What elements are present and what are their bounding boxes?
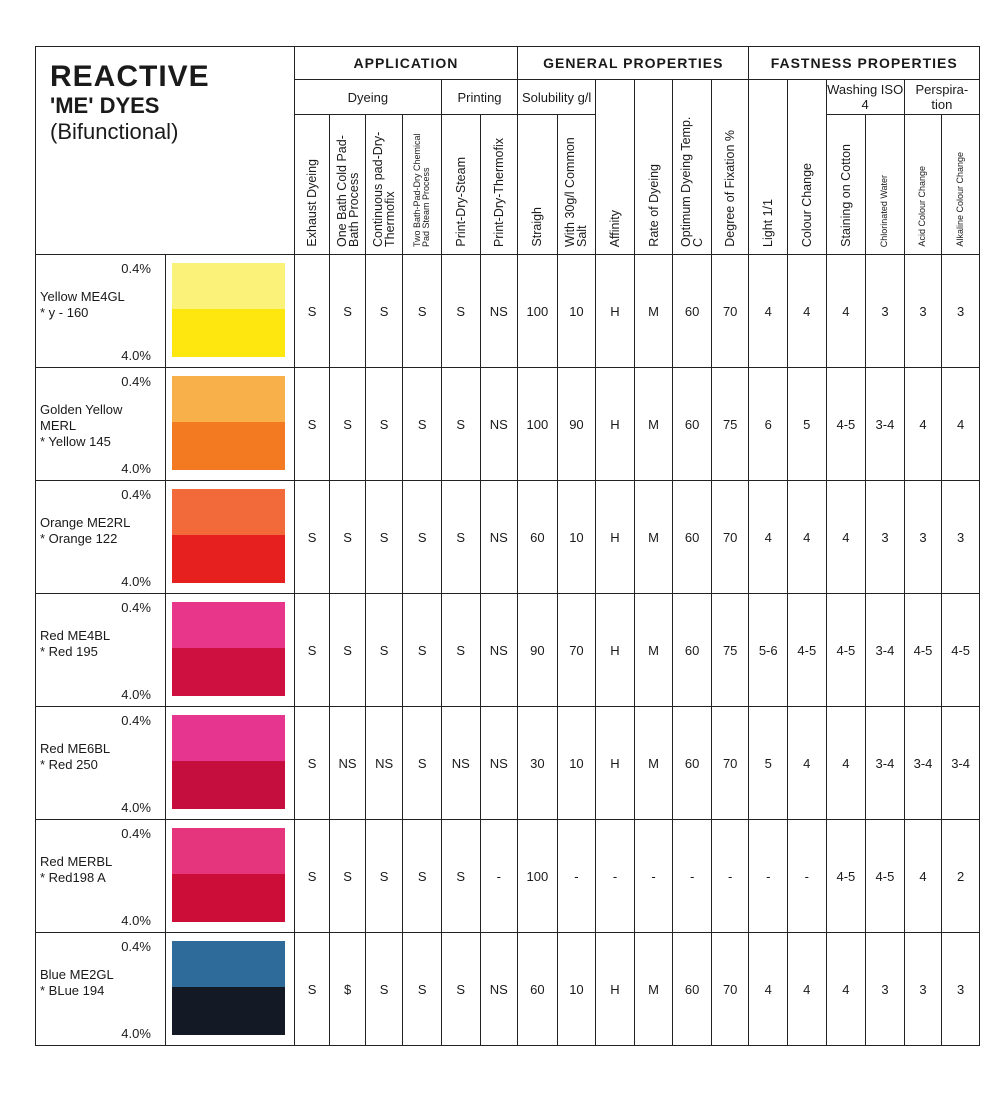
value-cell: 4-5 <box>788 594 827 707</box>
value-cell: 5 <box>749 707 788 820</box>
value-cell: - <box>596 820 635 933</box>
value-cell: 10 <box>557 255 596 368</box>
col-with-salt: With 30g/l Common Salt <box>563 137 590 247</box>
dye-properties-table <box>35 46 980 1046</box>
value-cell: S <box>441 594 480 707</box>
value-cell: 4 <box>904 368 942 481</box>
swatch-light <box>172 376 285 422</box>
dye-ci-number: * Red198 A <box>40 870 106 885</box>
col-print-steam: Print-Dry-Steam <box>453 157 468 247</box>
value-cell: S <box>294 481 330 594</box>
dye-ci-number: * Red 250 <box>40 757 98 772</box>
value-cell: 3 <box>904 481 942 594</box>
value-cell: 3 <box>904 255 942 368</box>
table-row <box>36 255 980 368</box>
value-cell: NS <box>441 707 480 820</box>
value-cell: 3-4 <box>904 707 942 820</box>
swatch-dark <box>172 874 285 922</box>
dye-name: Red ME4BL <box>40 628 111 643</box>
col-chlorinated: Chlorinated Water <box>879 174 890 247</box>
dye-ci-number: * Yellow 145 <box>40 434 111 449</box>
value-cell: - <box>788 820 827 933</box>
swatch-light <box>172 715 285 761</box>
value-cell: 60 <box>673 933 712 1046</box>
swatch-cell <box>165 707 294 820</box>
subgroup-perspiration: Perspira- tion <box>904 80 979 115</box>
dye-ci-number: * Red 195 <box>40 644 98 659</box>
value-cell: S <box>403 255 442 368</box>
value-cell: 90 <box>557 368 596 481</box>
pct-high-label: 4.0% <box>121 687 151 702</box>
pct-high-label: 4.0% <box>121 348 151 363</box>
value-cell: 3 <box>942 255 980 368</box>
title-line1: REACTIVE <box>50 60 210 93</box>
value-cell: 4 <box>788 707 827 820</box>
pct-low-label: 0.4% <box>121 600 151 615</box>
swatch-light <box>172 941 285 987</box>
value-cell: 4 <box>826 255 866 368</box>
value-cell: S <box>403 820 442 933</box>
value-cell: S <box>403 481 442 594</box>
value-cell: 3 <box>942 481 980 594</box>
table-row <box>36 481 980 594</box>
value-cell: 60 <box>673 368 712 481</box>
value-cell: 70 <box>711 255 749 368</box>
value-cell: 60 <box>673 707 712 820</box>
dye-label <box>40 854 150 886</box>
swatch-light <box>172 489 285 535</box>
table-row <box>36 368 980 481</box>
value-cell: 4-5 <box>942 594 980 707</box>
dye-ci-number: * Orange 122 <box>40 531 118 546</box>
value-cell: - <box>557 820 596 933</box>
value-cell: S <box>294 933 330 1046</box>
value-cell: NS <box>365 707 403 820</box>
value-cell: M <box>634 933 673 1046</box>
dye-label <box>40 967 150 999</box>
value-cell: 10 <box>557 933 596 1046</box>
value-cell: H <box>596 707 635 820</box>
swatch-dark <box>172 761 285 809</box>
pct-high-label: 4.0% <box>121 913 151 928</box>
value-cell: S <box>294 594 330 707</box>
value-cell: S <box>330 481 366 594</box>
value-cell: 3-4 <box>866 594 905 707</box>
col-acid: Acid Colour Change <box>917 166 928 247</box>
value-cell: 4 <box>788 933 827 1046</box>
value-cell: S <box>403 933 442 1046</box>
col-exhaust: Exhaust Dyeing <box>305 159 320 247</box>
value-cell: 60 <box>673 481 712 594</box>
value-cell: - <box>749 820 788 933</box>
swatch-cell <box>165 255 294 368</box>
value-cell: - <box>673 820 712 933</box>
value-cell: 6 <box>749 368 788 481</box>
pct-high-label: 4.0% <box>121 1026 151 1041</box>
value-cell: M <box>634 707 673 820</box>
value-cell: 75 <box>711 368 749 481</box>
dye-name-cell <box>36 368 166 481</box>
pct-low-label: 0.4% <box>121 374 151 389</box>
dye-label <box>40 741 150 773</box>
col-light: Light 1/1 <box>761 199 776 247</box>
value-cell: 3-4 <box>942 707 980 820</box>
value-cell: NS <box>330 707 366 820</box>
pct-low-label: 0.4% <box>121 826 151 841</box>
dye-ci-number: * y - 160 <box>40 305 89 320</box>
dye-name: Yellow ME4GL <box>40 289 125 304</box>
dye-name-cell <box>36 594 166 707</box>
value-cell: 4-5 <box>826 594 866 707</box>
value-cell: S <box>294 707 330 820</box>
value-cell: 4 <box>942 368 980 481</box>
col-affinity: Affinity <box>607 209 622 247</box>
dye-name-cell <box>36 255 166 368</box>
table-row <box>36 820 980 933</box>
value-cell: 70 <box>711 707 749 820</box>
value-cell: - <box>634 820 673 933</box>
value-cell: S <box>441 255 480 368</box>
value-cell: 3 <box>866 255 905 368</box>
value-cell: - <box>480 820 518 933</box>
col-print-thermofix: Print-Dry-Thermofix <box>491 137 506 247</box>
value-cell: S <box>365 368 403 481</box>
value-cell: 100 <box>518 255 558 368</box>
dye-name: Orange ME2RL <box>40 515 131 530</box>
swatch-cell <box>165 481 294 594</box>
value-cell: 4-5 <box>826 820 866 933</box>
value-cell: H <box>596 255 635 368</box>
dye-name-cell <box>36 707 166 820</box>
value-cell: 5 <box>788 368 827 481</box>
col-temp: Optimum Dyeing Temp. C <box>679 116 706 247</box>
value-cell: NS <box>480 707 518 820</box>
group-general: GENERAL PROPERTIES <box>518 47 749 80</box>
value-cell: 5-6 <box>749 594 788 707</box>
value-cell: NS <box>480 933 518 1046</box>
dye-name-cell <box>36 820 166 933</box>
group-application: APPLICATION <box>294 47 517 80</box>
value-cell: S <box>294 368 330 481</box>
dye-rows <box>36 255 980 1046</box>
value-cell: S <box>365 820 403 933</box>
col-fixation: Degree of Fixation % <box>723 130 738 247</box>
value-cell: 4-5 <box>826 368 866 481</box>
value-cell: 4 <box>749 481 788 594</box>
value-cell: 3 <box>866 933 905 1046</box>
value-cell: 4 <box>904 820 942 933</box>
swatch-cell <box>165 820 294 933</box>
swatch-dark <box>172 535 285 583</box>
value-cell: 4 <box>788 481 827 594</box>
dye-name: Red ME6BL <box>40 741 111 756</box>
value-cell: H <box>596 594 635 707</box>
value-cell: 4 <box>826 481 866 594</box>
sheet-title <box>36 47 295 255</box>
swatch-dark <box>172 987 285 1035</box>
dye-name-cell <box>36 481 166 594</box>
value-cell: S <box>441 481 480 594</box>
dye-properties-sheet <box>35 46 980 1046</box>
value-cell: NS <box>480 594 518 707</box>
dye-name: Red MERBL <box>40 854 113 869</box>
value-cell: 3-4 <box>866 707 905 820</box>
value-cell: 4 <box>749 933 788 1046</box>
dye-name: Golden Yellow MERL <box>40 402 123 433</box>
swatch-light <box>172 602 285 648</box>
value-cell: S <box>365 933 403 1046</box>
subgroup-solubility: Solubility g/l <box>518 80 596 115</box>
pct-high-label: 4.0% <box>121 574 151 589</box>
value-cell: S <box>330 594 366 707</box>
value-cell: 100 <box>518 368 558 481</box>
dye-label <box>40 402 150 450</box>
value-cell: S <box>441 933 480 1046</box>
dye-label <box>40 628 150 660</box>
value-cell: NS <box>480 368 518 481</box>
value-cell: H <box>596 481 635 594</box>
value-cell: S <box>441 368 480 481</box>
value-cell: 70 <box>557 594 596 707</box>
value-cell: H <box>596 933 635 1046</box>
value-cell: 90 <box>518 594 558 707</box>
value-cell: S <box>441 820 480 933</box>
value-cell: M <box>634 481 673 594</box>
pct-high-label: 4.0% <box>121 800 151 815</box>
pct-low-label: 0.4% <box>121 713 151 728</box>
swatch-dark <box>172 648 285 696</box>
value-cell: 4 <box>826 707 866 820</box>
col-continuous: Continuous pad-Dry-Thermofix <box>371 131 398 247</box>
value-cell: S <box>294 820 330 933</box>
value-cell: H <box>596 368 635 481</box>
value-cell: 60 <box>518 481 558 594</box>
value-cell: $ <box>330 933 366 1046</box>
pct-high-label: 4.0% <box>121 461 151 476</box>
value-cell: - <box>711 820 749 933</box>
value-cell: S <box>403 707 442 820</box>
swatch-light <box>172 828 285 874</box>
pct-low-label: 0.4% <box>121 487 151 502</box>
value-cell: M <box>634 594 673 707</box>
value-cell: S <box>365 481 403 594</box>
title-line2: 'ME' DYES <box>50 93 160 118</box>
value-cell: M <box>634 255 673 368</box>
title-line3: (Bifunctional) <box>50 119 179 144</box>
value-cell: S <box>294 255 330 368</box>
col-two-bath: Two Bath-Pad-Dry Chemical Pad Steam Process <box>412 133 432 247</box>
value-cell: S <box>403 594 442 707</box>
value-cell: 30 <box>518 707 558 820</box>
value-cell: 3 <box>866 481 905 594</box>
value-cell: M <box>634 368 673 481</box>
value-cell: 60 <box>518 933 558 1046</box>
col-colour-change: Colour Change <box>799 162 814 247</box>
dye-name: Blue ME2GL <box>40 967 114 982</box>
swatch-cell <box>165 594 294 707</box>
group-fastness: FASTNESS PROPERTIES <box>749 47 980 80</box>
value-cell: 3 <box>942 933 980 1046</box>
table-row <box>36 707 980 820</box>
value-cell: NS <box>480 255 518 368</box>
dye-ci-number: * BLue 194 <box>40 983 105 998</box>
col-alkaline: Alkaline Colour Change <box>955 152 966 247</box>
swatch-cell <box>165 368 294 481</box>
value-cell: 2 <box>942 820 980 933</box>
value-cell: 4 <box>826 933 866 1046</box>
pct-low-label: 0.4% <box>121 939 151 954</box>
value-cell: 70 <box>711 933 749 1046</box>
value-cell: 75 <box>711 594 749 707</box>
dye-label <box>40 289 150 321</box>
value-cell: NS <box>480 481 518 594</box>
dye-name-cell <box>36 933 166 1046</box>
subgroup-washing: Washing ISO 4 <box>826 80 904 115</box>
subgroup-printing: Printing <box>441 80 517 115</box>
value-cell: 4-5 <box>866 820 905 933</box>
dye-label <box>40 515 150 547</box>
value-cell: 70 <box>711 481 749 594</box>
table-row <box>36 594 980 707</box>
pct-low-label: 0.4% <box>121 261 151 276</box>
value-cell: S <box>330 368 366 481</box>
col-straigh: Straigh <box>530 207 545 247</box>
value-cell: S <box>365 594 403 707</box>
value-cell: S <box>403 368 442 481</box>
col-staining: Staining on Cotton <box>838 144 853 247</box>
swatch-cell <box>165 933 294 1046</box>
table-row <box>36 933 980 1046</box>
value-cell: S <box>330 255 366 368</box>
swatch-light <box>172 263 285 309</box>
value-cell: 10 <box>557 481 596 594</box>
swatch-dark <box>172 422 285 470</box>
swatch-dark <box>172 309 285 357</box>
col-one-bath: One Bath Cold Pad-Bath Process <box>334 135 361 247</box>
value-cell: 4 <box>788 255 827 368</box>
value-cell: 4 <box>749 255 788 368</box>
value-cell: 10 <box>557 707 596 820</box>
value-cell: 4-5 <box>904 594 942 707</box>
value-cell: S <box>330 820 366 933</box>
value-cell: S <box>365 255 403 368</box>
value-cell: 60 <box>673 255 712 368</box>
value-cell: 3 <box>904 933 942 1046</box>
value-cell: 100 <box>518 820 558 933</box>
value-cell: 60 <box>673 594 712 707</box>
col-rate: Rate of Dyeing <box>646 164 661 247</box>
subgroup-dyeing: Dyeing <box>294 80 441 115</box>
value-cell: 3-4 <box>866 368 905 481</box>
